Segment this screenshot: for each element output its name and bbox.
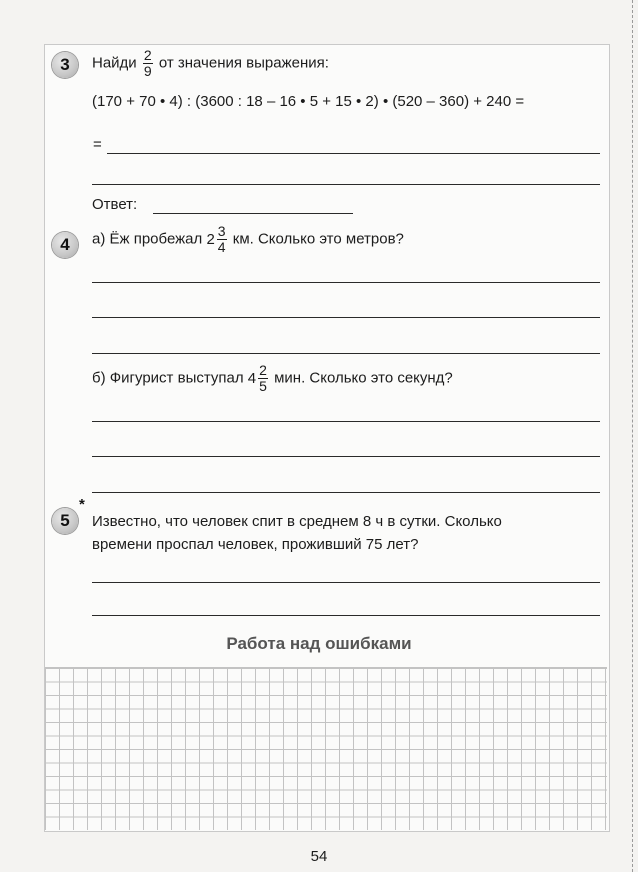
task-4-badge	[52, 232, 78, 258]
task-5-text-line-1: Известно, что человек спит в среднем 8 ч в сутки. Сколько	[92, 513, 502, 530]
task-3-prompt	[92, 48, 329, 79]
task-3-expression: (170 + 70 • 4) : (3600 : 18 – 16 • 5 + 15 • 2) • (520 – 360) + 240 =	[92, 93, 525, 110]
task-4b-line-2[interactable]	[92, 456, 600, 457]
task-3-prefix: Найди	[92, 54, 137, 72]
task-5-line-2[interactable]	[92, 615, 600, 616]
task-5-text-line-2: времени проспал человек, проживший 75 лет?	[92, 536, 419, 553]
task-4b-whole: 4	[247, 370, 257, 387]
task-3-suffix: от значения выражения:	[158, 54, 329, 72]
task-3-answer-line-2[interactable]	[92, 184, 600, 185]
task-5-line-1[interactable]	[92, 582, 600, 583]
task-5-badge	[52, 508, 78, 534]
task-4b-line-3[interactable]	[92, 492, 600, 493]
task-4a-prompt	[92, 224, 404, 255]
task-4a-suffix: км. Сколько это метров?	[232, 230, 404, 248]
task-3-badge	[52, 52, 78, 78]
task-4b-line-1[interactable]	[92, 421, 600, 422]
task-3-fraction	[143, 48, 153, 79]
errors-grid[interactable]	[45, 667, 607, 830]
task-4b-fraction	[258, 363, 268, 394]
task-3-equals: =	[93, 136, 102, 153]
task-4b-prefix: б) Фигурист выступал	[92, 369, 244, 387]
task-4a-numerator: 3	[217, 223, 226, 239]
task-4a-line-1[interactable]	[92, 282, 600, 283]
task-4b-suffix: мин. Сколько это секунд?	[274, 369, 453, 387]
task-3-answer-field[interactable]	[153, 213, 353, 214]
task-4b-denominator: 5	[259, 378, 267, 394]
task-4a-line-3[interactable]	[92, 353, 600, 354]
task-5-star-icon: *	[79, 496, 85, 513]
page-edge	[632, 0, 634, 872]
task-3-number: 3	[60, 55, 70, 74]
page-number: 54	[310, 848, 328, 865]
task-5-number: 5	[60, 511, 70, 530]
task-3-fraction-denominator: 9	[143, 63, 152, 79]
task-4b-prompt	[92, 363, 453, 394]
task-3-answer-label: Ответ:	[92, 196, 138, 213]
task-3-answer-line-1[interactable]	[107, 153, 600, 154]
task-4a-line-2[interactable]	[92, 317, 600, 318]
errors-heading: Работа над ошибками	[226, 634, 412, 653]
task-4b-numerator: 2	[259, 362, 267, 378]
task-4a-prefix: а) Ёж пробежал	[92, 230, 203, 248]
task-4a-fraction	[217, 224, 227, 255]
task-3-fraction-numerator: 2	[143, 47, 152, 63]
task-4-number: 4	[60, 235, 70, 254]
task-4a-denominator: 4	[217, 239, 226, 255]
task-4a-whole: 2	[206, 231, 215, 248]
